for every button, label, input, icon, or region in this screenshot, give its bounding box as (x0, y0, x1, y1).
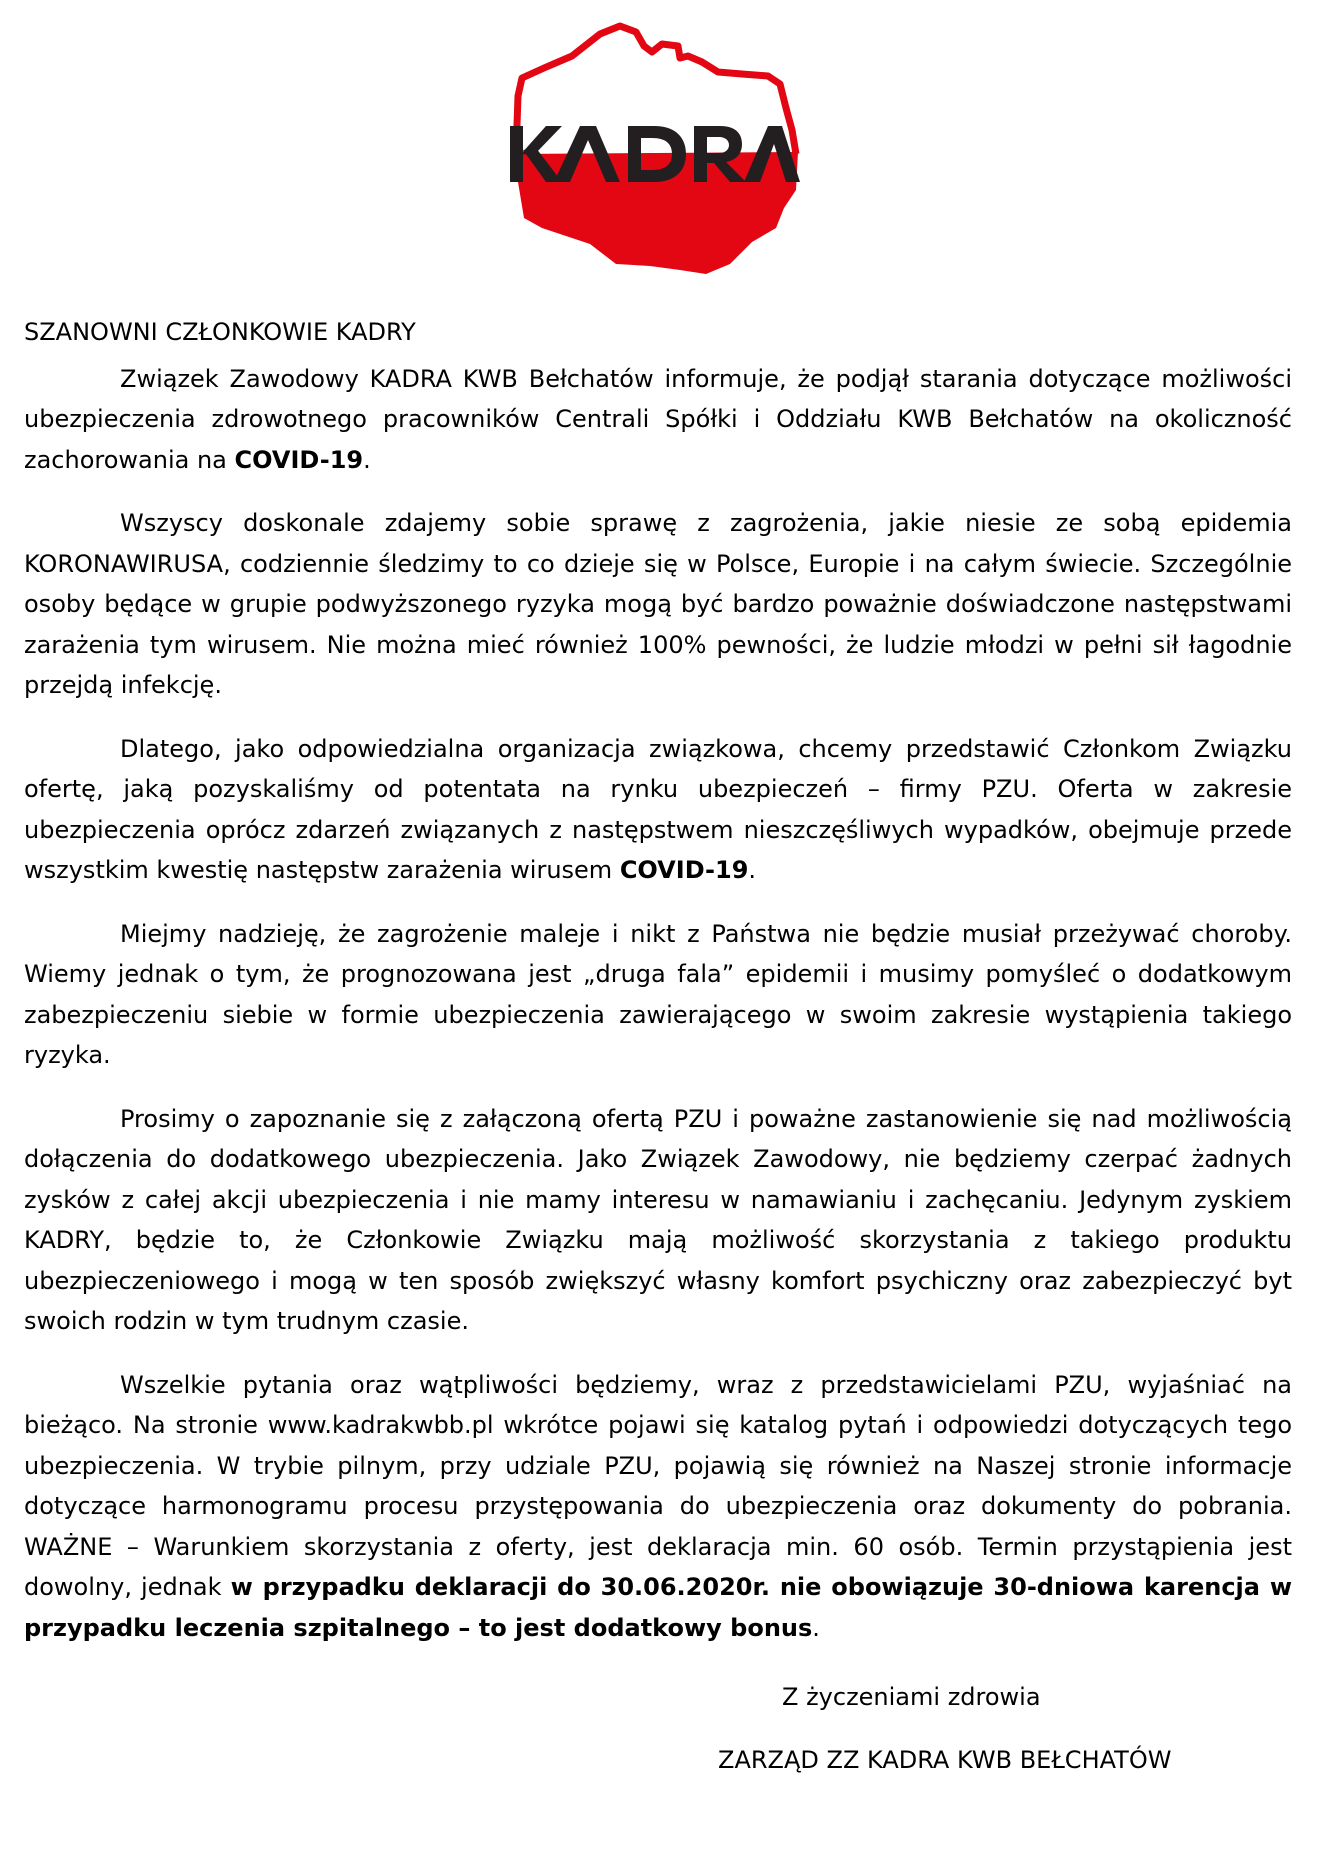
paragraph-2 (24, 503, 1292, 706)
paragraph-3 (24, 729, 1292, 891)
paragraph-6 (24, 1365, 1292, 1649)
paragraph-1-text: Związek Zawodowy KADRA KWB Bełchatów informuje, że podjął starania dotyczące możliwości ubezpieczenia zdrowotnego pracowników Centrali Spółki i Oddziału KWB Bełchatów na okoliczność zachorowania na (24, 364, 1292, 474)
closing-greeting: Z życzeniami zdrowia (782, 1683, 1041, 1711)
paragraph-2-text: Wszyscy doskonale zdajemy sobie sprawę z zagrożenia, jakie niesie ze sobą epidemia KORONAWIRUSA, codziennie śledzimy to co dzieje się w Polsce, Europie i na całym świecie. Szczególnie osoby będące w grupie podwyższonego ryzyka mogą być bardzo poważnie doświadczone następstwami zarażenia tym wirusem. Nie można mieć również 100% pewności, że ludzie młodzi w pełni sił łagodnie przejdą infekcję. (24, 509, 1292, 699)
paragraph-6-bold: w przypadku deklaracji do 30.06.2020r. nie obowiązuje 30-dniowa karencja w przypadku leczenia szpitalnego – to jest dodatkowy bonus (24, 1573, 1292, 1642)
paragraph-4 (24, 914, 1292, 1076)
kadra-logo (510, 22, 800, 280)
signature: ZARZĄD ZZ KADRA KWB BEŁCHATÓW (718, 1746, 1172, 1774)
letter-body (24, 312, 1292, 1671)
paragraph-5 (24, 1099, 1292, 1342)
paragraph-3-end: . (748, 856, 757, 884)
letter-heading-text: SZANOWNI CZŁONKOWIE KADRY (24, 318, 416, 346)
paragraph-6-text: Wszelkie pytania oraz wątpliwości będziemy, wraz z przedstawicielami PZU, wyjaśniać na bieżąco. Na stronie www.kadrakwbb.pl wkrótce pojawi się katalog pytań i odpowiedzi dotyczących tego ubezpieczenia. W trybie pilnym, przy udziale PZU, pojawią się również na Naszej stronie informacje dotyczące harmonogramu procesu przystępowania do ubezpieczenia oraz dokumenty do pobrania. WAŻNE – Warunkiem skorzystania z oferty, jest deklaracja min. 60 osób. Termin przystąpienia jest dowolny, jednak (24, 1370, 1292, 1601)
paragraph-3-text: Dlatego, jako odpowiedzialna organizacja związkowa, chcemy przedstawić Członkom Związku ofertę, jaką pozyskaliśmy od potentata na rynku ubezpieczeń – firmy PZU. Oferta w zakresie ubezpieczenia oprócz zdarzeń związanych z następstwem nieszczęśliwych wypadków, obejmuje przede wszystkim kwestię następstw zarażenia wirusem (24, 734, 1292, 884)
letter-heading (24, 312, 1292, 353)
paragraph-1 (24, 359, 1292, 481)
paragraph-6-end: . (812, 1613, 820, 1642)
paragraph-4-text: Miejmy nadzieję, że zagrożenie maleje i nikt z Państwa nie będzie musiał przeżywać choroby. Wiemy jednak o tym, że prognozowana jest „druga fala” epidemii i musimy pomyśleć o dodatkowym zabezpieczeniu siebie w formie ubezpieczenia zawierającego w swoim zakresie wystąpienia takiego ryzyka. (24, 919, 1292, 1069)
paragraph-1-bold: COVID-19 (234, 445, 364, 474)
paragraph-1-end: . (363, 445, 371, 474)
kadra-logo-graphic (510, 22, 800, 280)
paragraph-5-text: Prosimy o zapoznanie się z załączoną ofertą PZU i poważne zastanowienie się nad możliwością dołączenia do dodatkowego ubezpieczenia. Jako Związek Zawodowy, nie będziemy czerpać żadnych zysków z całej akcji ubezpieczenia i nie mamy interesu w namawianiu i zachęcaniu. Jedynym zyskiem KADRY, będzie to, że Członkowie Związku mają możliwość skorzystania z takiego produktu ubezpieczeniowego i mogą w ten sposób zwiększyć własny komfort psychiczny oraz zabezpieczyć byt swoich rodzin w tym trudnym czasie. (24, 1104, 1292, 1335)
paragraph-3-bold: COVID-19 (619, 856, 749, 884)
